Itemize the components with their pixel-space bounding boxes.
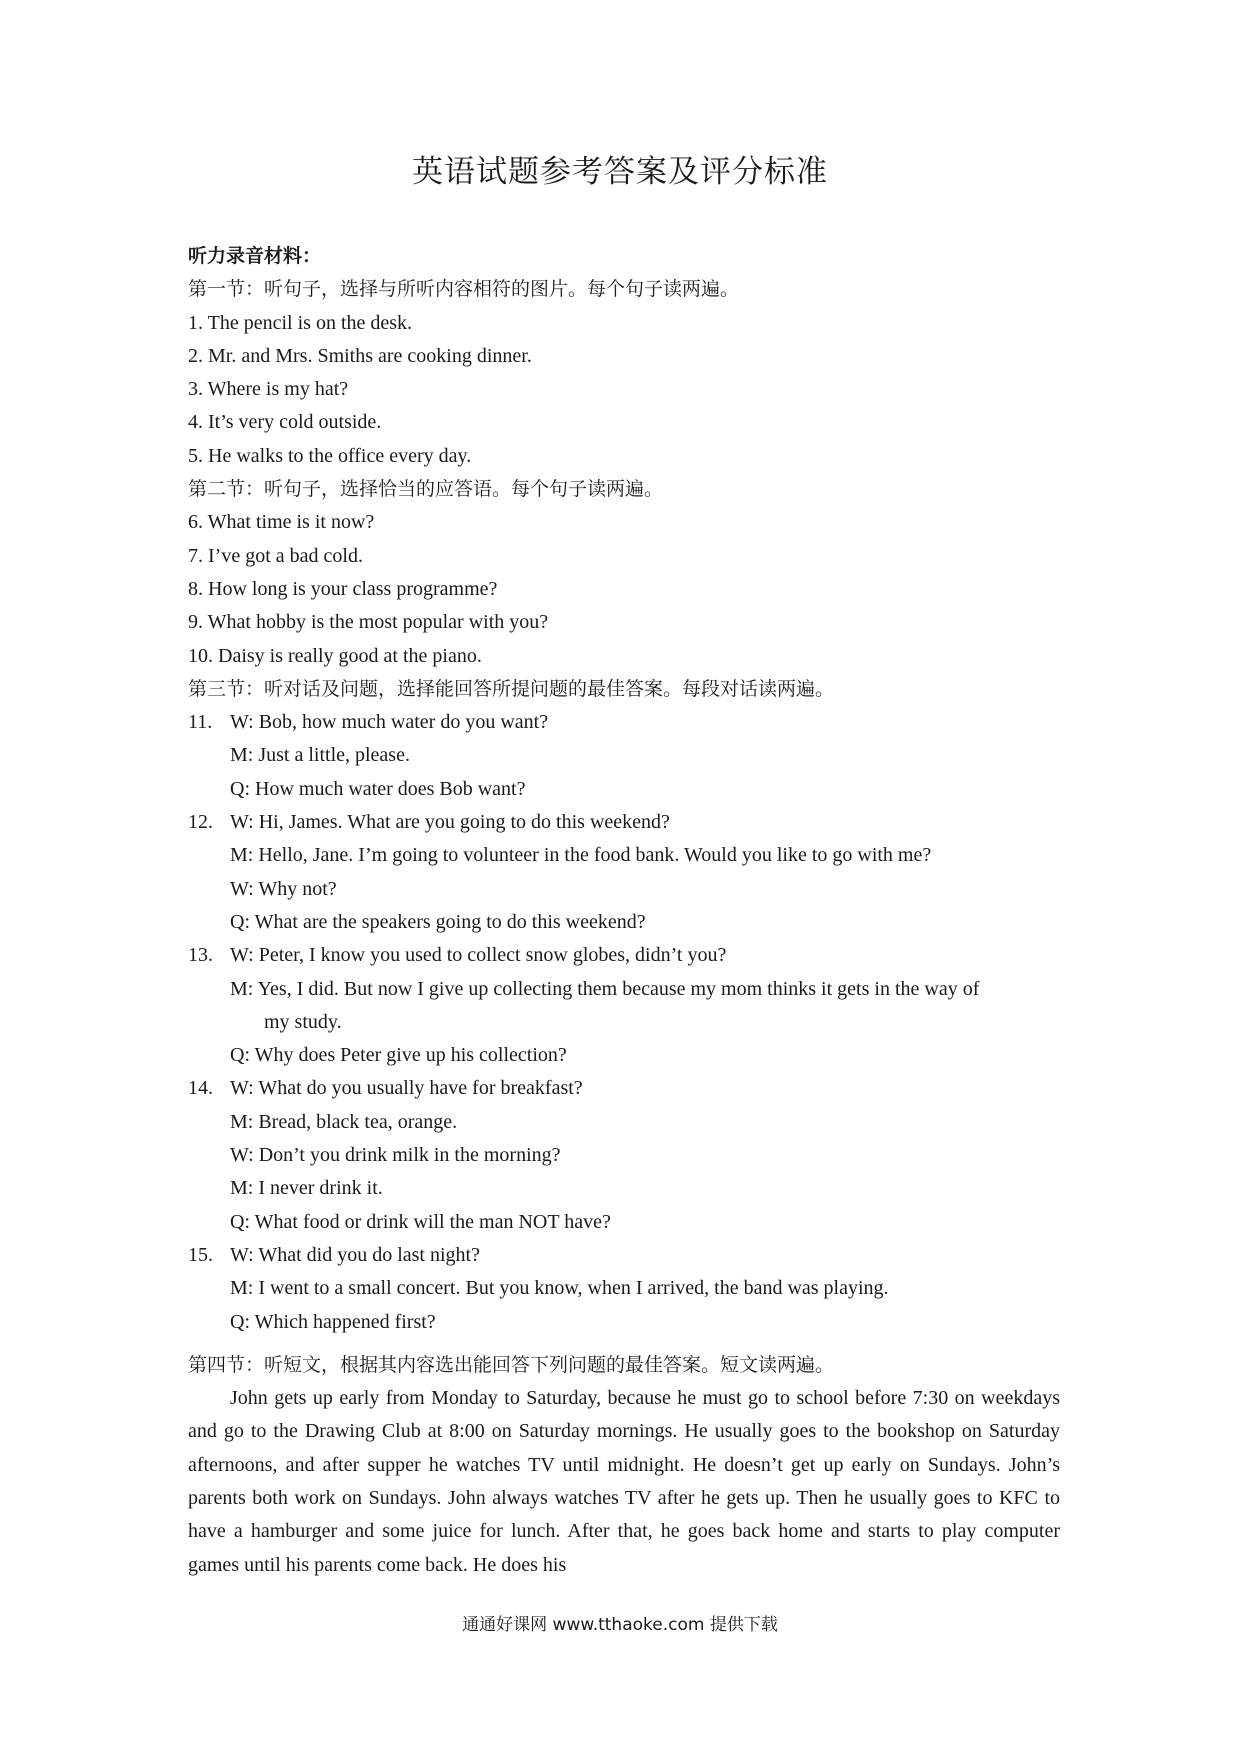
- dialogue-line: 15. W: What did you do last night?: [188, 1239, 1060, 1272]
- dialogue-line-continued: my study.: [264, 1010, 342, 1033]
- dialogue-number: 13.: [188, 944, 213, 967]
- section4-title: 第四节：听短文，根据其内容选出能回答下列问题的最佳答案。短文读两遍。: [188, 1353, 835, 1376]
- page-footer: 通通好课网 www.tthaoke.com 提供下载: [462, 1615, 778, 1635]
- list-item: 3. Where is my hat?: [188, 378, 349, 401]
- list-item: 8. How long is your class programme?: [188, 577, 498, 600]
- dialogue-line: 14. W: What do you usually have for breakfast?: [188, 1072, 1060, 1105]
- dialogue-line: Q: What food or drink will the man NOT have?: [230, 1210, 611, 1233]
- dialogue-number: 12.: [188, 811, 213, 834]
- dialogue-line: Q: Which happened first?: [230, 1310, 436, 1333]
- dialogue-line: 11. W: Bob, how much water do you want?: [188, 706, 1060, 739]
- section3-title: 第三节：听对话及问题，选择能回答所提问题的最佳答案。每段对话读两遍。: [188, 677, 835, 700]
- list-item: 1. The pencil is on the desk.: [188, 311, 413, 334]
- section1-title: 第一节：听句子，选择与所听内容相符的图片。每个句子读两遍。: [188, 278, 740, 301]
- dialogue-line: M: Bread, black tea, orange.: [230, 1110, 458, 1133]
- list-item: 9. What hobby is the most popular with you?: [188, 611, 549, 634]
- list-item: 6. What time is it now?: [188, 511, 375, 534]
- dialogue-line: W: Don’t you drink milk in the morning?: [230, 1144, 561, 1167]
- dialogue-line: M: Hello, Jane. I’m going to volunteer in the food bank. Would you like to go with me?: [230, 844, 932, 867]
- dialogue-line: M: Just a little, please.: [230, 744, 410, 767]
- dialogue-line: 13. W: Peter, I know you used to collect snow globes, didn’t you?: [188, 939, 1060, 972]
- document-body: [188, 240, 1060, 1582]
- dialogue-line: Q: How much water does Bob want?: [230, 777, 526, 800]
- dialogue-line: W: Why not?: [230, 877, 337, 900]
- dialogue-number: 15.: [188, 1243, 213, 1266]
- dialogue-line: Q: Why does Peter give up his collection?: [230, 1044, 567, 1067]
- dialogue-line: M: I never drink it.: [230, 1177, 383, 1200]
- section-heading: 听力录音材料：: [188, 245, 322, 267]
- list-item: 4. It’s very cold outside.: [188, 411, 382, 434]
- dialogue-line: Q: What are the speakers going to do this weekend?: [230, 910, 646, 933]
- section2-title: 第二节：听句子，选择恰当的应答语。每个句子读两遍。: [188, 478, 664, 501]
- list-item: 7. I’ve got a bad cold.: [188, 544, 363, 567]
- list-item: 10. Daisy is really good at the piano.: [188, 644, 482, 667]
- list-item: 2. Mr. and Mrs. Smiths are cooking dinner.: [188, 344, 532, 367]
- passage: John gets up early from Monday to Saturday, because he must go to school before 7:30 on weekdays and go to the Drawing Club at 8:00 on Saturday mornings. He usually goes to the bookshop on Saturday afternoons, and after supper he watches TV until midnight. He doesn’t get up early on Sundays. John’s parents both work on Sundays. John always watches TV after he gets up. Then he usually goes to KFC to have a hamburger and some juice for lunch. After that, he goes back home and starts to play computer games until his parents come back. He does his: [188, 1387, 1060, 1576]
- dialogue-line: M: Yes, I did. But now I give up collecting them because my mom thinks it gets in the way of: [230, 977, 980, 1000]
- dialogue-number: 14.: [188, 1077, 213, 1100]
- page-title: 英语试题参考答案及评分标准: [412, 154, 828, 190]
- dialogue-number: 11.: [188, 711, 213, 734]
- dialogue-line: 12. W: Hi, James. What are you going to do this weekend?: [188, 806, 1060, 839]
- spacer: [188, 1339, 1060, 1349]
- dialogue-line: M: I went to a small concert. But you know, when I arrived, the band was playing.: [230, 1277, 889, 1300]
- list-item: 5. He walks to the office every day.: [188, 444, 472, 467]
